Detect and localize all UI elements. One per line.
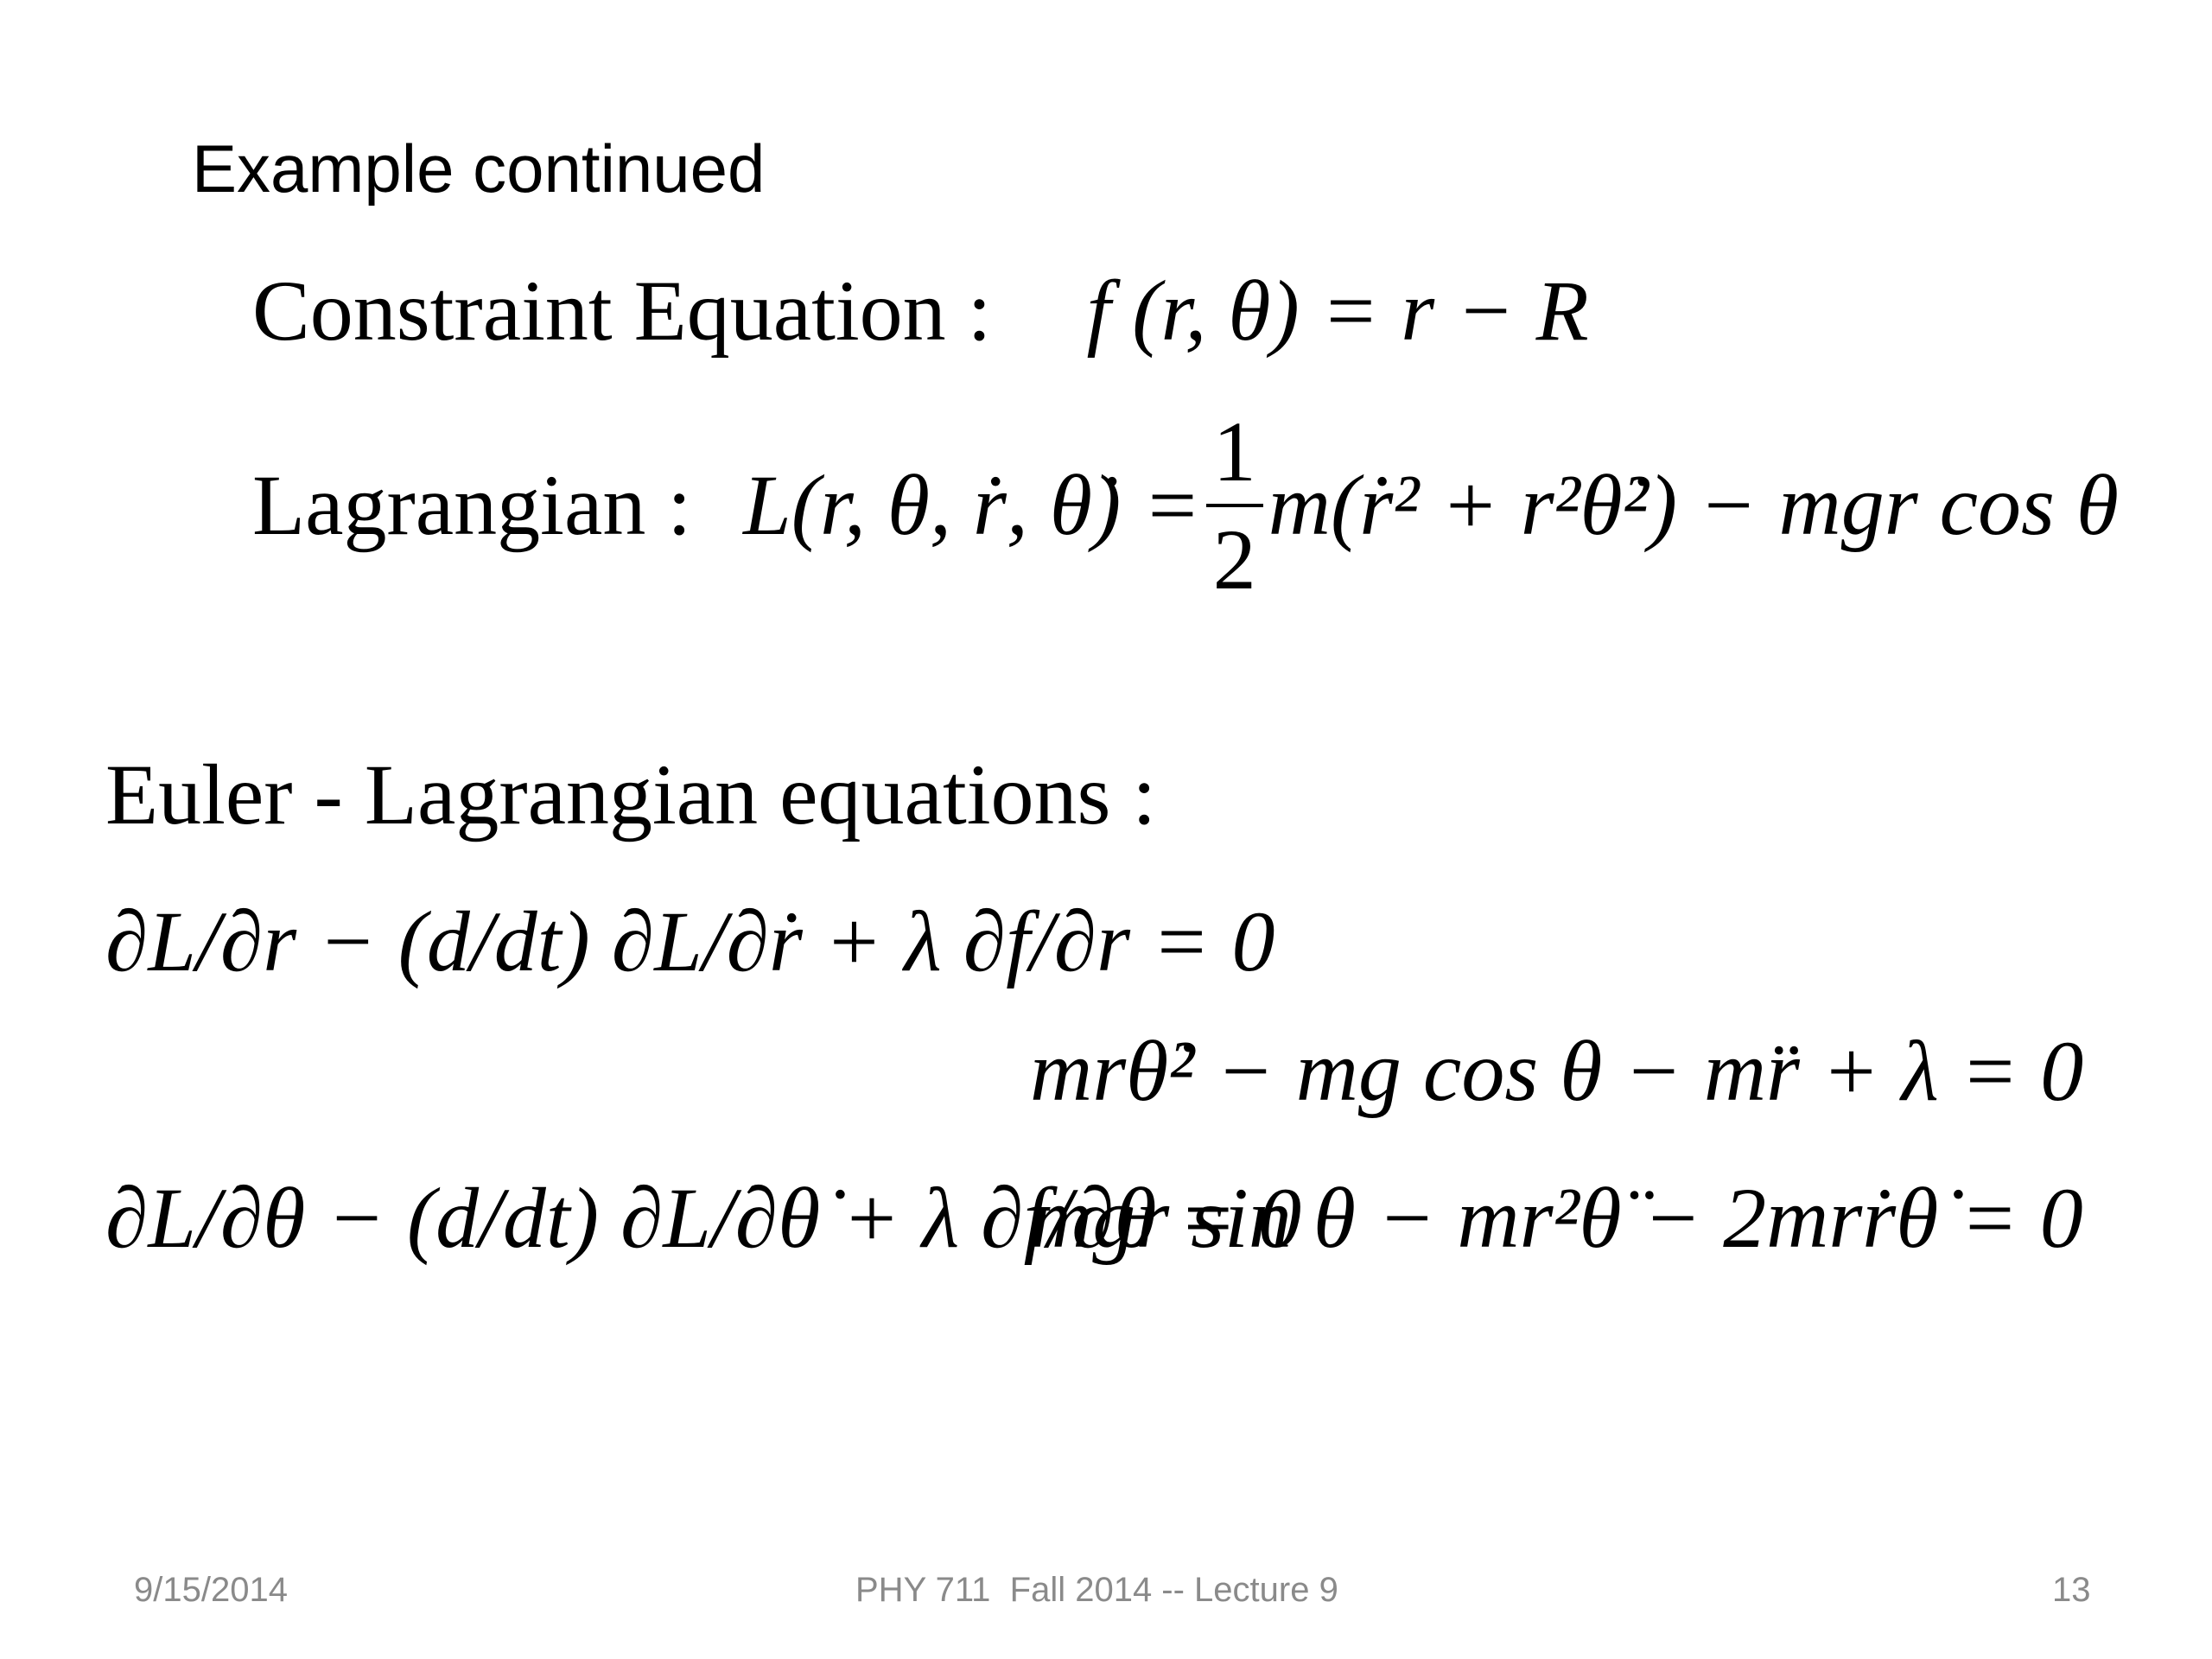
result-equation-1: mrθ̇² − mg cos θ − mr̈ + λ = 0 (1030, 1023, 2084, 1119)
lagrangian-rhs: m(ṙ² + r²θ̇²) − mgr cos θ (1268, 457, 2120, 553)
slide-title: Example continued (192, 130, 766, 207)
constraint-lhs: f (r, θ) = r − R (1086, 263, 1589, 359)
footer-page-number: 13 (2052, 1571, 2091, 1609)
euler-equation-r-text: ∂L/∂r − (d/dt) ∂L/∂ṙ + λ ∂f/∂r = 0 (105, 893, 1275, 989)
constraint-label: Constraint Equation : (252, 263, 992, 359)
lagrangian-lhs: L(r, θ, ṙ, θ̇) = (743, 457, 1201, 553)
fraction-denominator: 2 (1212, 512, 1256, 607)
euler-heading: Euler - Lagrangian equations : (105, 747, 1157, 842)
one-half-fraction (1206, 406, 1263, 605)
lagrangian-label: Lagrangian : (252, 457, 692, 553)
result-equation-2: mgr sin θ − mr²θ̈ − 2mrṙθ̇ = 0 (1030, 1170, 2083, 1266)
euler-equation-theta-text: ∂L/∂θ − (d/dt) ∂L/∂θ̇ + λ ∂f/∂θ = 0 (105, 1170, 1302, 1266)
footer-date: 9/15/2014 (134, 1571, 288, 1609)
fraction-numerator: 1 (1212, 404, 1256, 499)
constraint-equation (252, 263, 1589, 359)
footer-course: PHY 711 Fall 2014 -- Lecture 9 (855, 1571, 1338, 1609)
lagrangian-equation (252, 406, 2119, 605)
euler-equation-r (105, 893, 1275, 989)
